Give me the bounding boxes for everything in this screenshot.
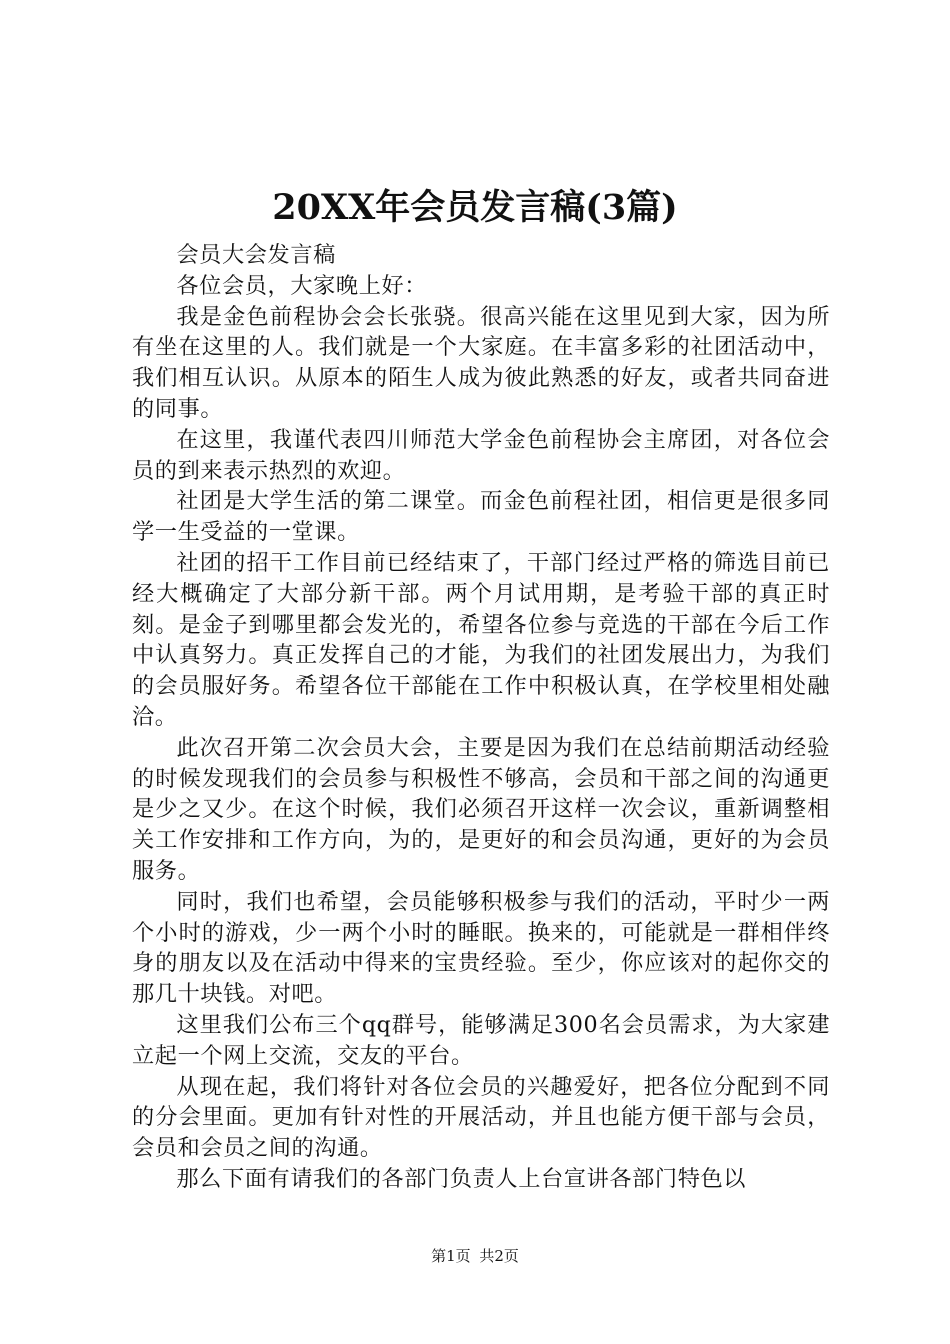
paragraph: 会员大会发言稿 [176,242,336,268]
paragraph: 从现在起，我们将针对各位会员的兴趣爱好，把各位分配到不同的分会里面。更加有针对性的开展活动，并且也能方便干部与会员，会员和会员之间的沟通。 [132,1073,830,1162]
paragraph: 在这里，我谨代表四川师范大学金色前程协会主席团，对各位会员的到来表示热烈的欢迎。 [132,426,830,484]
page-number: 第1页 [431,1247,471,1265]
paragraph: 各位会员，大家晚上好： [176,272,428,299]
paragraph: 社团是大学生活的第二课堂。而金色前程社团，相信更是很多同学一生受益的一堂课。 [132,488,830,546]
paragraph: 同时，我们也希望，会员能够积极参与我们的活动，平时少一两个小时的游戏，少一两个小时的睡眠。换来的，可能就是一群相伴终身的朋友以及在活动中得来的宝贵经验。至少，你应该对的起你交的那几十块钱。对吧。 [132,888,830,1008]
paragraph: 这里我们公布三个qq群号，能够满足300名会员需求，为大家建立起一个网上交流，交友的平台。 [132,1011,830,1069]
paragraph: 我是金色前程协会会长张骁。很高兴能在这里见到大家，因为所有坐在这里的人。我们就是一个大家庭。在丰富多彩的社团活动中，我们相互认识。从原本的陌生人成为彼此熟悉的好友，或者共同奋进的同事。 [132,303,830,422]
document-body [132,240,830,1195]
paragraph: 此次召开第二次会员大会，主要是因为我们在总结前期活动经验的时候发现我们的会员参与积极性不够高，会员和干部之间的沟通更是少之又少。在这个时候，我们必须召开这样一次会议，重新调整相关工作安排和工作方向，为的，是更好的和会员沟通，更好的为会员服务。 [132,734,830,884]
paragraph: 那么下面有请我们的各部门负责人上台宣讲各部门特色以 [176,1165,747,1192]
page-total: 共2页 [479,1247,519,1265]
page-footer [0,1245,950,1267]
paragraph: 社团的招干工作目前已经结束了，干部门经过严格的筛选目前已经大概确定了大部分新干部。两个月试用期，是考验干部的真正时刻。是金子到哪里都会发光的，希望各位参与竞选的干部在今后工作中认真努力。真正发挥自己的才能，为我们的社团发展出力，为我们的会员服好务。希望各位干部能在工作中积极认真，在学校里相处融洽。 [132,549,830,730]
document-title: 20XX年会员发言稿(3篇) [272,187,678,228]
